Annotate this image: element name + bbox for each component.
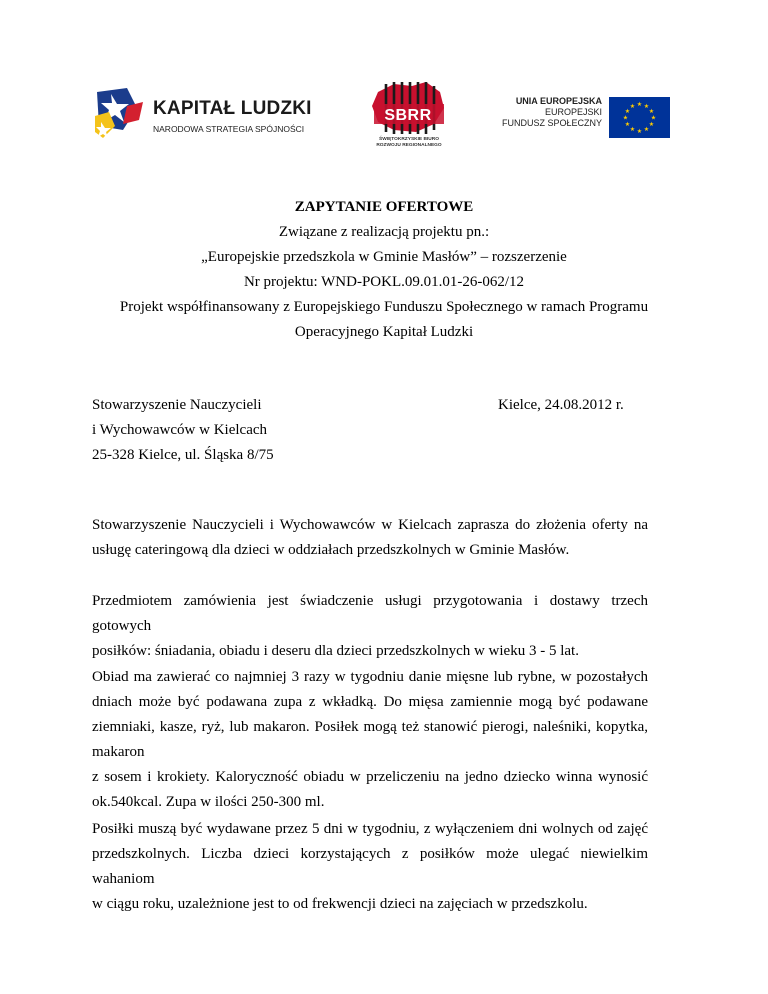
funding-line-2: Operacyjnego Kapitał Ludzki (294, 324, 474, 340)
eu-line3: FUNDUSZ SPOŁECZNY (501, 118, 602, 128)
eu-flag-icon (609, 97, 670, 138)
paragraph-subject (92, 589, 648, 664)
eu-line2: EUROPEJSKI (544, 107, 602, 117)
sbrr-logo (364, 80, 454, 152)
paragraph-line: dniach może być podawana zupa z wkładką. Do mięsa zamiennie mogą być podawane (92, 694, 648, 710)
kapital-ludzki-subtitle: NARODOWA STRATEGIA SPÓJNOŚCI (153, 124, 305, 134)
project-number: Nr projektu: WND-POKL.09.01.01-26-062/12 (243, 274, 525, 290)
sender-line-2: i Wychowawców w Kielcach (92, 422, 268, 438)
svg-text:★: ★ (629, 126, 636, 133)
svg-text:★: ★ (629, 103, 636, 110)
svg-text:★: ★ (648, 108, 655, 115)
page-title: ZAPYTANIE OFERTOWE (294, 199, 474, 215)
svg-text:★: ★ (636, 128, 643, 135)
paragraph-line: ok.540kcal. Zupa w ilości 250-300 ml. (92, 794, 325, 810)
paragraph-line: Posiłki muszą być wydawane przez 5 dni w tygodniu, z wyłączeniem dni wolnych od zajęć (92, 821, 648, 837)
paragraph-line: w ciągu roku, uzależnione jest to od frekwencji dzieci na zajęciach w przedszkolu. (92, 896, 588, 912)
funding-line-1: Projekt współfinansowany z Europejskiego Funduszu Społecznego w ramach Programu (119, 299, 649, 315)
sbrr-name: SBRR (384, 107, 432, 124)
document-date: Kielce, 24.08.2012 r. (498, 397, 624, 413)
kapital-ludzki-title: KAPITAŁ LUDZKI (153, 98, 312, 119)
sbrr-subtitle (364, 137, 454, 149)
svg-text:★: ★ (650, 114, 657, 122)
project-name: „Europejskie przedszkola w Gminie Masłów” – rozszerzenie (201, 249, 567, 265)
svg-text:★: ★ (643, 126, 650, 133)
svg-text:★: ★ (643, 103, 650, 110)
svg-text:★: ★ (624, 108, 631, 115)
svg-text:★: ★ (636, 101, 643, 108)
paragraph-line: Obiad ma zawierać co najmniej 3 razy w tygodniu danie mięsne lub rybne, w pozostałych (92, 669, 648, 685)
paragraph-line: makaron (92, 744, 145, 760)
sbrr-subtitle-line2: ROZWOJU REGIONALNEGO (376, 143, 442, 148)
paragraph-lunch (92, 665, 648, 815)
eu-logo-text (496, 96, 602, 129)
header-line-1: Związane z realizacją projektu pn.: (278, 224, 490, 240)
paragraph-line: Stowarzyszenie Nauczycieli i Wychowawców w Kielcach zaprasza do złożenia oferty na (92, 517, 648, 533)
paragraph-meals (92, 817, 648, 917)
svg-text:★: ★ (622, 114, 629, 122)
paragraph-line: z sosem i krokiety. Kaloryczność obiadu w przeliczeniu na jedno dziecko winna wynosić (92, 769, 648, 785)
paragraph-line: usługę cateringową dla dzieci w oddziałach przedszkolnych w Gminie Masłów. (92, 542, 570, 558)
paragraph-invitation (92, 513, 648, 563)
svg-text:★: ★ (624, 121, 631, 128)
sbrr-subtitle-line1: ŚWIĘTOKRZYSKIE BIURO (379, 137, 439, 142)
svg-text:★: ★ (648, 121, 655, 128)
kapital-ludzki-logo (93, 84, 313, 144)
sender-address: 25-328 Kielce, ul. Śląska 8/75 (92, 447, 274, 463)
eu-line1: UNIA EUROPEJSKA (515, 96, 602, 106)
paragraph-line: przedszkolnych. Liczba dzieci korzystających z posiłków może ulegać niewielkim wahaniom (92, 846, 648, 887)
logo-bar (0, 80, 768, 160)
paragraph-line: Przedmiotem zamówienia jest świadczenie usługi przygotowania i dostawy trzech gotowych (92, 593, 648, 634)
paragraph-line: ziemniaki, kasze, ryż, lub makaron. Posiłek mogą też stanowić pierogi, naleśniki, kopytka, (92, 719, 648, 735)
paragraph-line: posiłków: śniadania, obiadu i deseru dla dzieci przedszkolnych w wieku 3 - 5 lat. (92, 643, 579, 659)
kapital-ludzki-star-icon (93, 86, 151, 144)
sender-line-1: Stowarzyszenie Nauczycieli (92, 397, 262, 413)
